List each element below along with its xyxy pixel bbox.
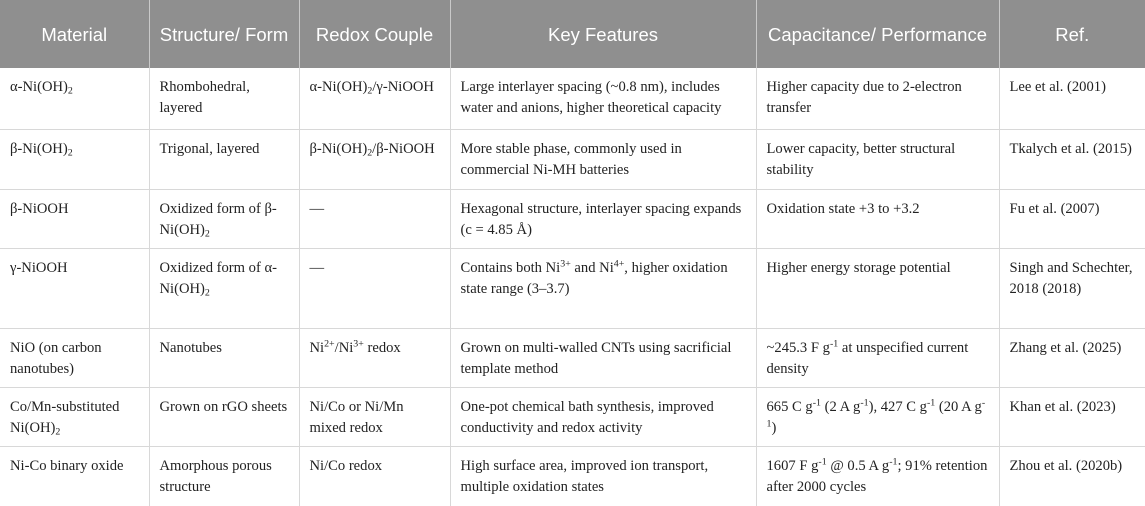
cell-redox: — — [299, 189, 450, 248]
cell-capacitance: Lower capacity, better structural stability — [756, 129, 999, 189]
header-ref: Ref. — [999, 0, 1145, 68]
cell-capacitance: 1607 F $g^{-1}$ @ 0.5 A $g^{-1}$; 91% retention after 2000 cycles — [756, 446, 999, 506]
cell-capacitance: 665 C $g^{-1}$ (2 A $g^{-1}$), 427 C $g^{-1}$ (20 A $g^{-1}$) — [756, 387, 999, 446]
cell-material: $\alpha-Ni(OH)_2$ — [0, 68, 149, 129]
cell-material: $\beta-Ni(OH)_2$ — [0, 129, 149, 189]
table-row — [0, 189, 1145, 248]
header-redox: Redox Couple — [299, 0, 450, 68]
cell-capacitance: Oxidation state +3 to +3.2 — [756, 189, 999, 248]
cell-features: One-pot chemical bath synthesis, improved conductivity and redox activity — [450, 387, 756, 446]
cell-features: Large interlayer spacing (~0.8 nm), includes water and anions, higher theoretical capacity — [450, 68, 756, 129]
cell-capacitance: ~245.3 F $g^{-1}$ at unspecified current density — [756, 328, 999, 387]
cell-ref: Singh and Schechter, 2018 (2018) — [999, 248, 1145, 328]
header-material: Material — [0, 0, 149, 68]
cell-redox: $\beta-Ni(OH)_2/\beta$-NiOOH — [299, 129, 450, 189]
cell-redox: $\alpha-Ni(OH)_2/\gamma$-NiOOH — [299, 68, 450, 129]
table-row — [0, 129, 1145, 189]
cell-ref: Zhang et al. (2025) — [999, 328, 1145, 387]
cell-features: Hexagonal structure, interlayer spacing expands (c = 4.85 Å) — [450, 189, 756, 248]
cell-features: More stable phase, commonly used in commercial Ni-MH batteries — [450, 129, 756, 189]
cell-redox: $Ni^{2+}/Ni^{3+}$ redox — [299, 328, 450, 387]
header-capacitance: Capacitance/ Performance — [756, 0, 999, 68]
cell-material: Ni-Co binary oxide — [0, 446, 149, 506]
cell-ref: Tkalych et al. (2015) — [999, 129, 1145, 189]
cell-material: γ-NiOOH — [0, 248, 149, 328]
cell-material: Co/Mn-substituted $Ni(OH)_2$ — [0, 387, 149, 446]
cell-ref: Fu et al. (2007) — [999, 189, 1145, 248]
cell-structure: Trigonal, layered — [149, 129, 299, 189]
cell-structure: Grown on rGO sheets — [149, 387, 299, 446]
cell-material: β-NiOOH — [0, 189, 149, 248]
cell-features: Contains both $Ni^{3+}$ and $Ni^{4+}$, higher oxidation state range (3–3.7) — [450, 248, 756, 328]
table-row — [0, 68, 1145, 129]
table-row — [0, 446, 1145, 506]
cell-material: NiO (on carbon nanotubes) — [0, 328, 149, 387]
cell-redox: Ni/Co redox — [299, 446, 450, 506]
cell-redox: Ni/Co or Ni/Mn mixed redox — [299, 387, 450, 446]
cell-ref: Zhou et al. (2020b) — [1009, 457, 1123, 474]
cell-structure: Oxidized form of $\beta-Ni(OH)_2$ — [149, 189, 299, 248]
header-row — [0, 0, 1145, 68]
cell-ref: Khan et al. (2023) — [999, 387, 1145, 446]
cell-capacitance: Higher capacity due to 2-electron transfer — [756, 68, 999, 129]
table-row — [0, 328, 1145, 387]
cell-structure: Oxidized form of $\alpha-Ni(OH)_2$ — [149, 248, 299, 328]
table-row — [0, 248, 1145, 328]
table-row — [0, 387, 1145, 446]
cell-features: Grown on multi-walled CNTs using sacrificial template method — [450, 328, 756, 387]
cell-structure: Rhombohedral, layered — [149, 68, 299, 129]
cell-features: High surface area, improved ion transport, multiple oxidation states — [450, 446, 756, 506]
header-key-features: Key Features — [450, 0, 756, 68]
cell-structure: Nanotubes — [149, 328, 299, 387]
cell-ref: Lee et al. (2001) — [999, 68, 1145, 129]
header-structure: Structure/ Form — [149, 0, 299, 68]
cell-structure: Amorphous porous structure — [149, 446, 299, 506]
cell-capacitance: Higher energy storage potential — [756, 248, 999, 328]
cell-redox: — — [299, 248, 450, 328]
